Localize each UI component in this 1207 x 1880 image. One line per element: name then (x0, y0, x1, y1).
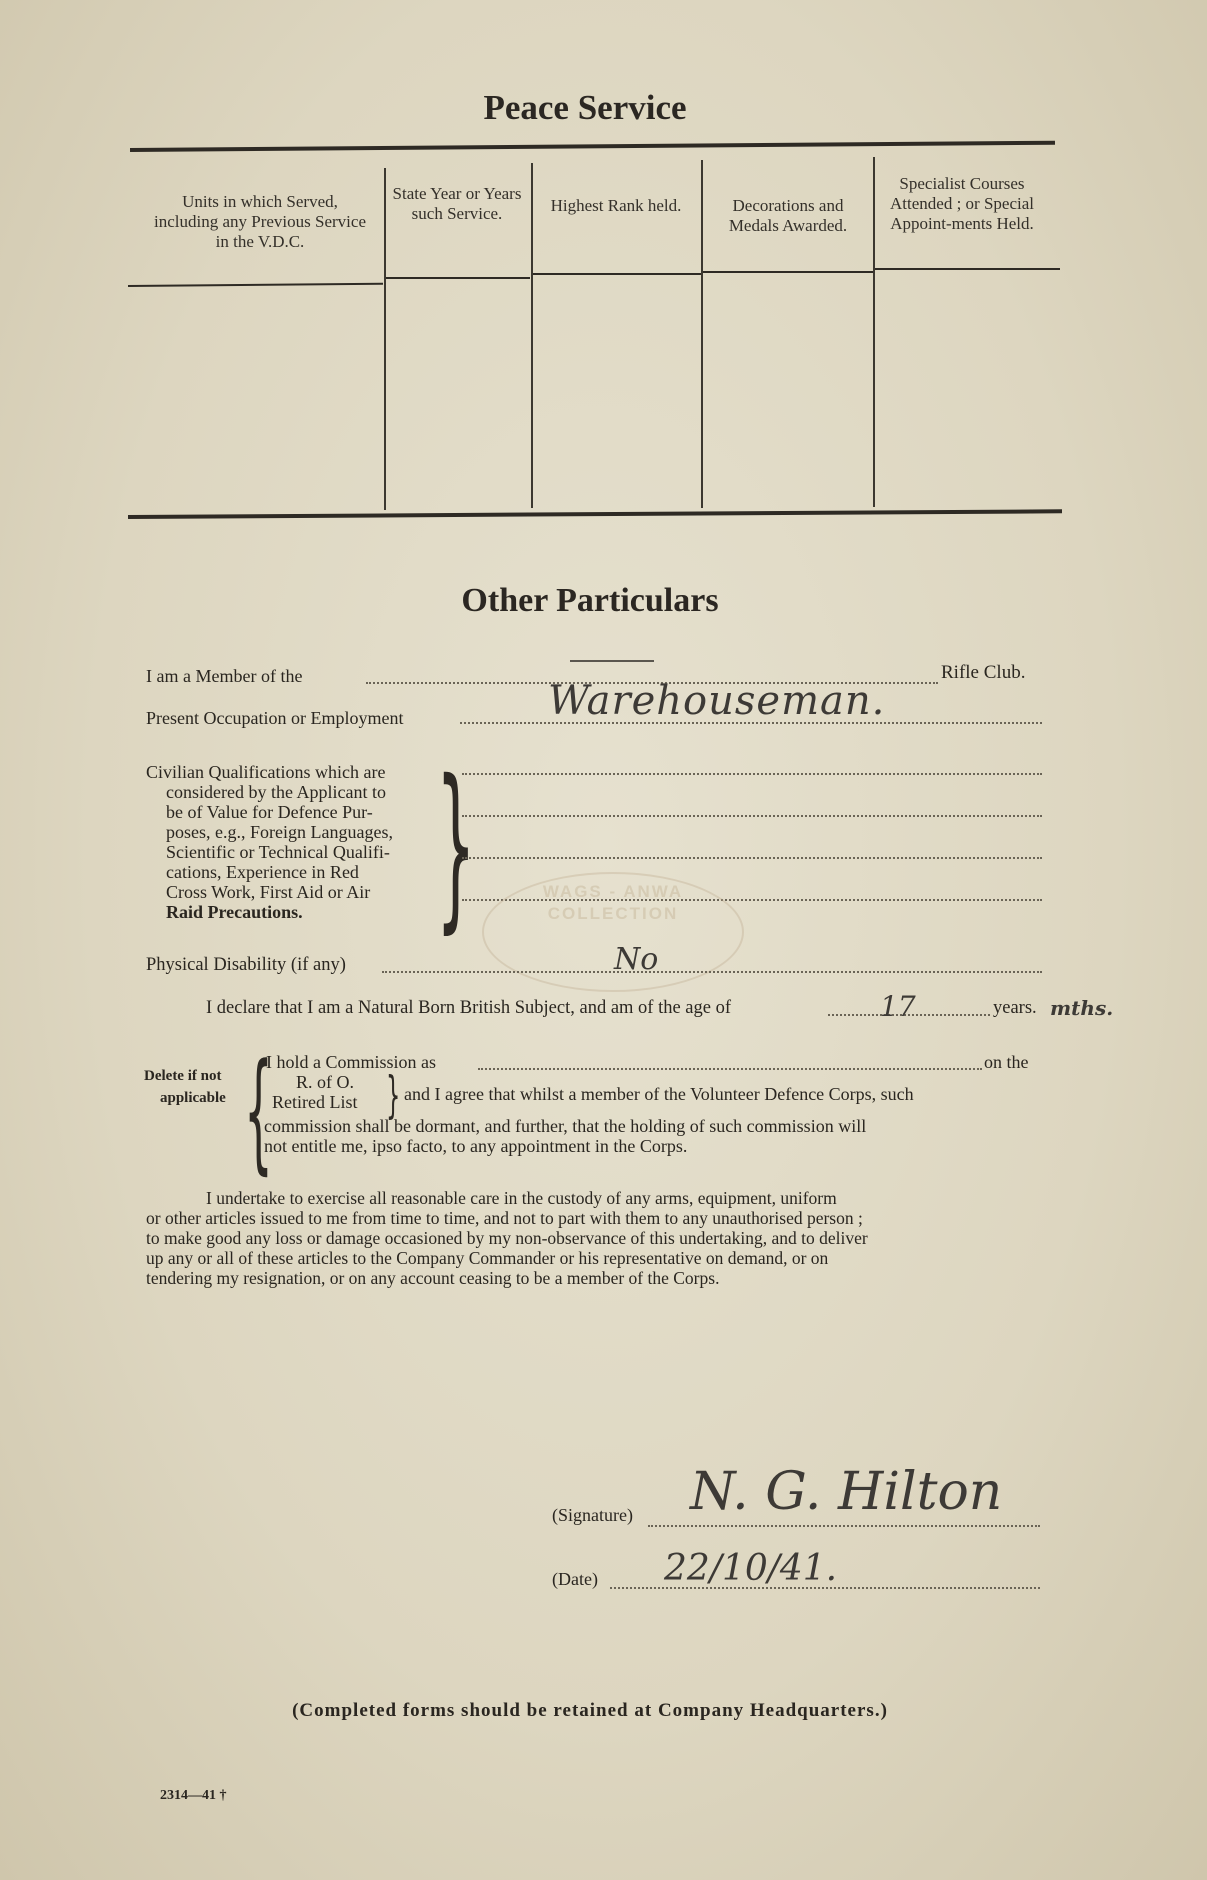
table-top-rule (130, 141, 1055, 152)
delete-note-2: applicable (160, 1090, 226, 1106)
civilian-label-line-3: be of Value for Defence Pur- (166, 802, 373, 822)
civilian-label-line-1: Civilian Qualifications which are (146, 762, 386, 782)
signature-line[interactable] (648, 1525, 1040, 1527)
pen-stroke (570, 660, 654, 662)
column-divider-4 (873, 157, 875, 507)
column-header-rank: Highest Rank held. (550, 196, 682, 215)
date-label: (Date) (552, 1569, 598, 1589)
civilian-brace: } (436, 742, 476, 949)
date-value: 22/10/41. (664, 1548, 838, 1589)
member-label: I am a Member of the (146, 666, 303, 686)
disability-line[interactable] (382, 971, 1042, 973)
commission-line-4: not entitle me, ipso facto, to any appointment in the Corps. (264, 1136, 688, 1156)
header-rule-3 (533, 273, 701, 275)
civilian-line-3[interactable] (462, 857, 1042, 859)
delete-note-1: Delete if not (144, 1068, 222, 1084)
column-divider-2 (531, 163, 533, 508)
declaration-text: I declare that I am a Natural Born British Subject, and am of the age of (206, 998, 732, 1018)
retired-list-label: Retired List (272, 1092, 358, 1112)
occupation-value: Warehouseman. (548, 678, 886, 724)
header-rule-5 (875, 268, 1060, 270)
column-divider-1 (384, 168, 386, 510)
civilian-label-line-7: Cross Work, First Aid or Air (166, 882, 371, 902)
age-months-note: mths. (1050, 996, 1114, 1020)
age-value: 17 (880, 990, 916, 1023)
form-code: 2314—41 † (160, 1788, 227, 1803)
column-header-decorations: Decorations and Medals Awarded. (728, 196, 848, 235)
other-particulars-title: Other Particulars (461, 582, 719, 619)
column-header-years: State Year or Years such Service. (392, 184, 522, 223)
table-bottom-rule (128, 509, 1062, 519)
signature-label: (Signature) (552, 1505, 633, 1525)
commission-line-3: commission shall be dormant, and further, that the holding of such commission will (264, 1116, 867, 1136)
commission-rank-line[interactable] (478, 1068, 982, 1070)
footer-note: (Completed forms should be retained at Company Headquarters.) (292, 1700, 888, 1721)
disability-value: No (614, 942, 659, 977)
civilian-label-line-6: cations, Experience in Red (166, 862, 359, 882)
civilian-label-line-4: poses, e.g., Foreign Languages, (166, 822, 393, 842)
column-divider-3 (701, 160, 703, 508)
undertaking-line-1: I undertake to exercise all reasonable care in the custody of any arms, equipment, uniform (206, 1188, 837, 1208)
member-suffix: Rifle Club. (941, 662, 1026, 683)
header-rule-2 (386, 277, 530, 279)
civilian-line-2[interactable] (462, 815, 1042, 817)
header-rule-4 (703, 271, 873, 273)
civilian-label-line-2: considered by the Applicant to (166, 782, 386, 802)
undertaking-line-2: or other articles issued to me from time to time, and not to part with them to any unauthorised person ; (146, 1208, 863, 1228)
commission-brace: { (244, 1035, 273, 1187)
commission-line-1: I hold a Commission as (266, 1052, 436, 1072)
years-label: years. (993, 998, 1037, 1018)
commission-line-2: and I agree that whilst a member of the Volunteer Defence Corps, such (404, 1084, 914, 1104)
column-header-units: Units in which Served, including any Previous Service in the V.D.C. (154, 192, 366, 251)
civilian-label-line-5: Scientific or Technical Qualifi- (166, 842, 390, 862)
undertaking-line-5: tendering my resignation, or on any account ceasing to be a member of the Corps. (146, 1268, 720, 1288)
signature-value: N. G. Hilton (690, 1462, 1003, 1522)
civilian-line-1[interactable] (462, 773, 1042, 775)
ro-label: R. of O. (296, 1072, 354, 1092)
column-header-courses: Specialist Courses Attended ; or Special Appoint-ments Held. (890, 174, 1034, 233)
commission-on-the: on the (984, 1052, 1029, 1072)
collection-watermark: WAGS - ANWA COLLECTION (482, 872, 744, 992)
header-rule-1 (128, 283, 383, 287)
ro-brace: } (386, 1066, 401, 1124)
undertaking-line-3: to make good any loss or damage occasioned by my non-observance of this undertaking, and to deliver (146, 1228, 868, 1248)
civilian-label-line-8: Raid Precautions. (166, 902, 303, 922)
disability-label: Physical Disability (if any) (146, 955, 346, 975)
peace-service-title: Peace Service (483, 88, 687, 127)
undertaking-line-4: up any or all of these articles to the Company Commander or his representative on demand, or on (146, 1248, 829, 1268)
occupation-label: Present Occupation or Employment (146, 708, 404, 728)
